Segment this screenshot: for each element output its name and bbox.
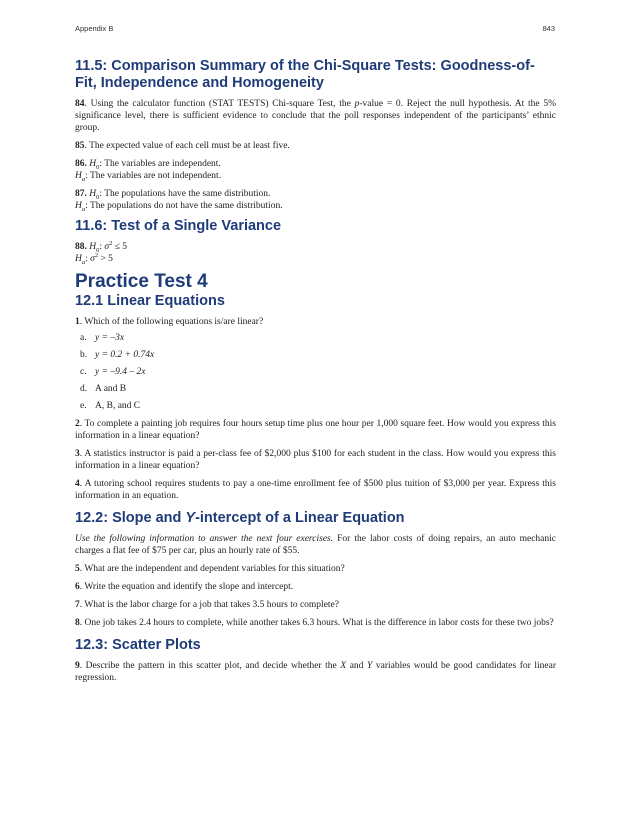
question-4: 4. A tutoring school requires students to pay a one-time enrollment fee of $500 plus tuition of $3,000 per year. Express this information in an equation. xyxy=(75,479,556,501)
question-5: 5. What are the independent and dependent variables for this situation? xyxy=(75,564,345,574)
question-6: 6. Write the equation and identify the slope and intercept. xyxy=(75,582,294,592)
option-e: e. A, B, and C xyxy=(80,401,141,411)
heading-12-2: 12.2: Slope and Y-intercept of a Linear Equation xyxy=(75,510,405,526)
answer-88-h0: 88. $H_0$: $\sigma^2 \le 5$ xyxy=(75,239,128,254)
option-b: b. y = 0.2 + 0.74x xyxy=(80,350,155,360)
exercise-intro: Use the following information to answer the next four exercises. For the labor costs of doing repairs, an auto mechanic charges a flat fee of $75 per car, plus an hourly rate of $55. xyxy=(75,534,556,556)
option-a: a. y = –3x xyxy=(80,333,125,343)
answer-88-ha: $H_a$: $\sigma^2 > 5$ xyxy=(75,251,113,266)
heading-practice-test-4: Practice Test 4 xyxy=(75,271,208,292)
question-7: 7. What is the labor charge for a job that takes 3.5 hours to complete? xyxy=(75,600,339,610)
question-8: 8. One job takes 2.4 hours to complete, while another takes 6.3 hours. What is the difference in labor costs for these two jobs? xyxy=(75,618,554,628)
question-1-options xyxy=(80,332,556,412)
question-9: 9. Describe the pattern in this scatter plot, and decide whether the X and Y variables would be good candidates for linear regression. xyxy=(75,661,557,683)
question-1: 1. Which of the following equations is/are linear? xyxy=(75,317,264,327)
heading-12-1: 12.1 Linear Equations xyxy=(75,293,225,309)
heading-11-6: 11.6: Test of a Single Variance xyxy=(75,218,282,234)
header-section-label: Appendix B xyxy=(75,24,114,33)
answer-86-ha: $H_a$: The variables are not independent. xyxy=(75,171,222,183)
answer-87-h0: 87. $H_0$: The populations have the same distribution. xyxy=(75,189,271,201)
option-d: d. A and B xyxy=(80,384,127,394)
answer-85: 85. The expected value of each cell must be at least five. xyxy=(75,141,290,151)
heading-12-3: 12.3: Scatter Plots xyxy=(75,637,201,653)
option-c: c. y = –9.4 – 2x xyxy=(80,367,146,377)
answer-86-h0: 86. $H_0$: The variables are independent. xyxy=(75,159,221,171)
heading-11-5: 11.5: Comparison Summary of the Chi-Square Tests: Goodness-of-Fit, Independence and Homogeneity xyxy=(75,58,535,91)
question-2: 2. To complete a painting job requires four hours setup time plus one hour per 1,000 square feet. How would you express this information in a linear equation? xyxy=(75,419,556,441)
question-3: 3. A statistics instructor is paid a per-class fee of $2,000 plus $100 for each student in the class. How would you express this information in a linear equation? xyxy=(75,449,556,471)
answer-87-ha: $H_a$: The populations do not have the same distribution. xyxy=(75,201,283,213)
answer-84: 84. Using the calculator function (STAT TESTS) Chi-square Test, the p-value = 0. Reject the null hypothesis. At the 5% significance level, there is sufficient evidence to conclude that the poll responses independent of the participants’ ethnic group. xyxy=(75,99,556,133)
page-content xyxy=(75,58,556,690)
page-number: 843 xyxy=(542,24,555,33)
